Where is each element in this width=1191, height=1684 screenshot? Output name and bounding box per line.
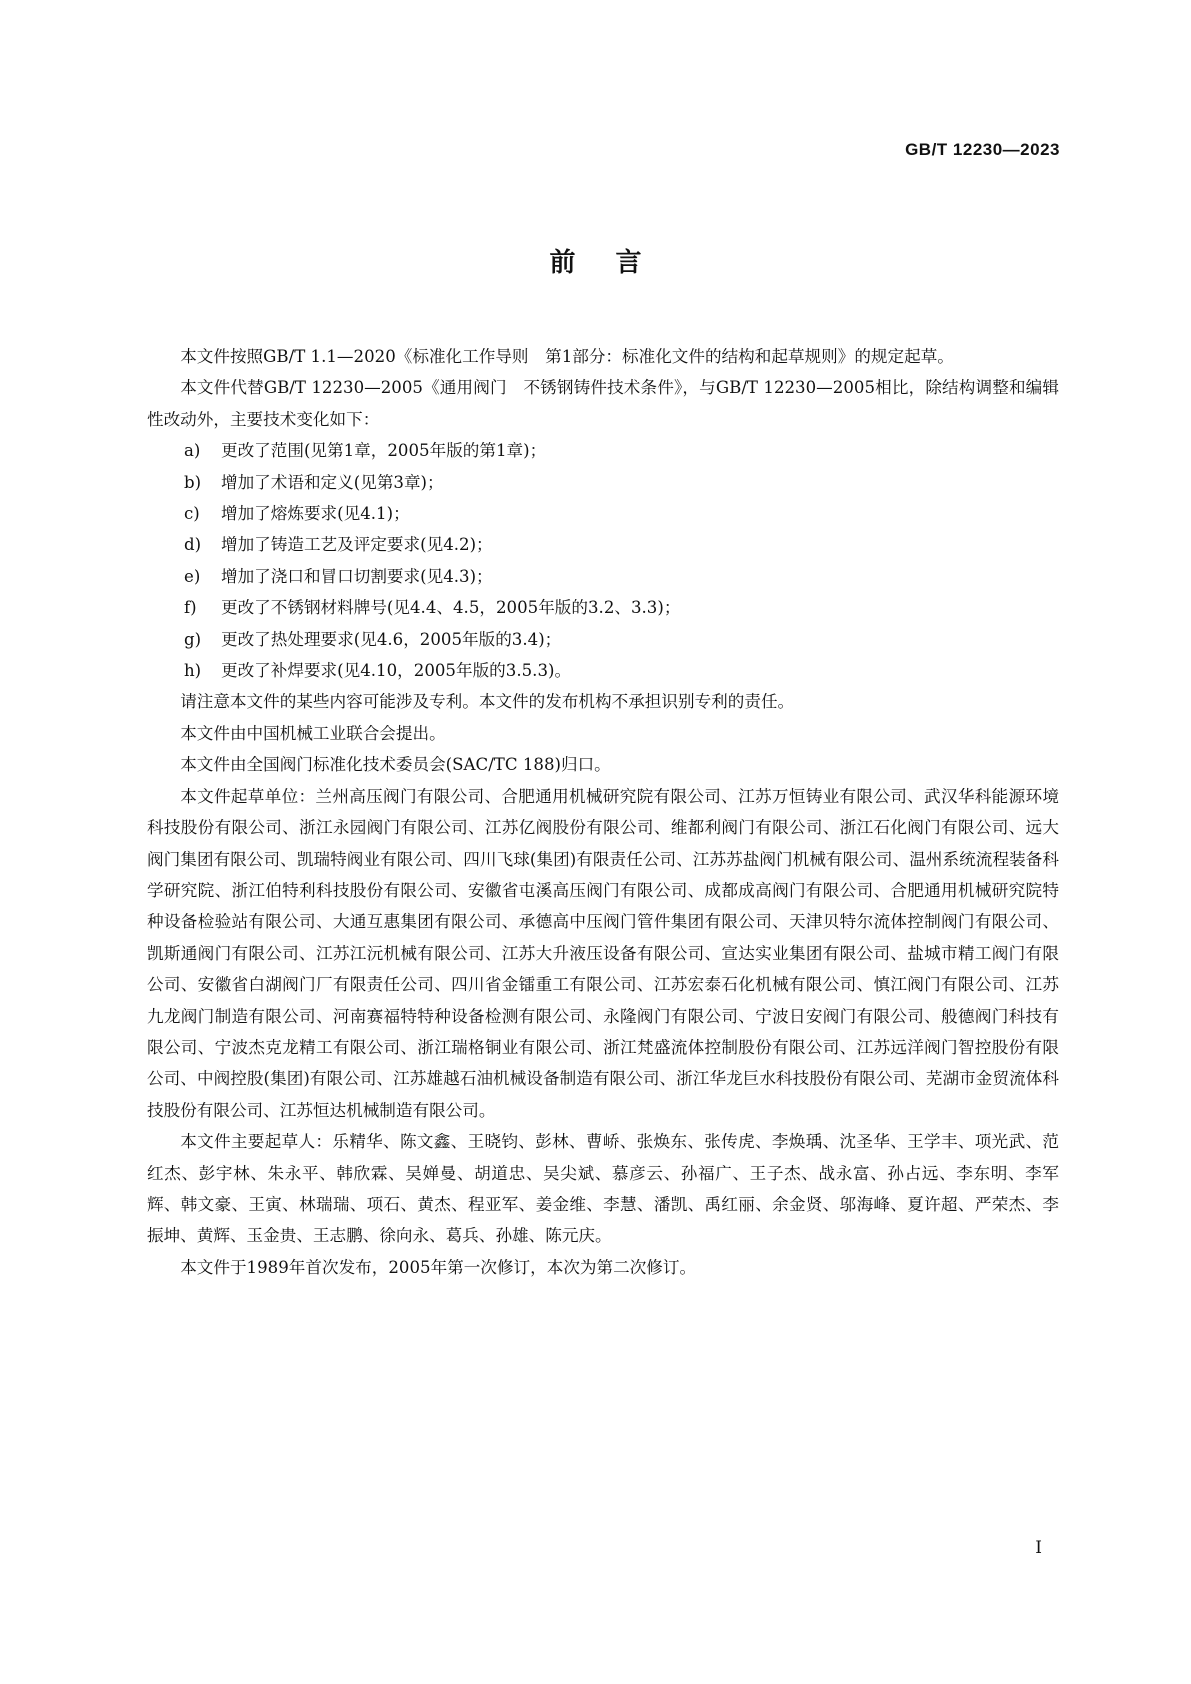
list-item-text: 增加了术语和定义(见第3章)；: [221, 472, 444, 492]
list-item-text: 增加了熔炼要求(见4.1)；: [221, 504, 410, 524]
foreword-body: [147, 341, 1059, 1283]
paragraph-drafting-units: 本文件起草单位：兰州高压阀门有限公司、合肥通用机械研究院有限公司、江苏万恒铸业有限公司、武汉华科能源环境科技股份有限公司、浙江永园阀门有限公司、江苏亿阀股份有限公司、维都利阀门有限公司、浙江石化阀门有限公司、远大阀门集团有限公司、凯瑞特阀业有限公司、四川飞球(集团)有限责任公司、江苏苏盐阀门机械有限公司、温州系统流程装备科学研究院、浙江伯特利科技股份有限公司、安徽省屯溪高压阀门有限公司、成都成高阀门有限公司、合肥通用机械研究院特种设备检验站有限公司、大通互惠集团有限公司、承德高中压阀门管件集团有限公司、天津贝特尔流体控制阀门有限公司、凯斯通阀门有限公司、江苏江沅机械有限公司、江苏大升液压设备有限公司、宣达实业集团有限公司、盐城市精工阀门有限公司、安徽省白湖阀门厂有限责任公司、四川省金镭重工有限公司、江苏宏泰石化机械有限公司、慎江阀门有限公司、江苏九龙阀门制造有限公司、河南赛福特特种设备检测有限公司、永隆阀门有限公司、宁波日安阀门有限公司、般德阀门科技有限公司、宁波杰克龙精工有限公司、浙江瑞格铜业有限公司、浙江梵盛流体控制股份有限公司、江苏远洋阀门智控股份有限公司、中阀控股(集团)有限公司、江苏雄越石油机械设备制造有限公司、浙江华龙巨水科技股份有限公司、芜湖市金贸流体科技股份有限公司、江苏恒达机械制造有限公司。: [147, 786, 1059, 1120]
paragraph-drafting-rule: 本文件按照GB/T 1.1—2020《标准化工作导则 第1部分：标准化文件的结构和起草规则》的规定起草。: [180, 347, 954, 366]
list-marker: d): [184, 535, 202, 555]
list-item: [147, 655, 1059, 686]
list-marker: f): [184, 598, 197, 618]
standard-code: GB/T 12230—2023: [905, 140, 1060, 159]
list-item-text: 更改了范围(见第1章，2005年版的第1章)；: [221, 441, 547, 461]
paragraph-drafters: 本文件主要起草人：乐精华、陈文鑫、王晓钧、彭林、曹峤、张焕东、张传虎、李焕瑀、沈圣华、王学丰、项光武、范红杰、彭宇林、朱永平、韩欣霖、吴婵曼、胡道忠、吴尖斌、慕彦云、孙福广、王子杰、战永富、孙占远、李东明、李军辉、韩文豪、王寅、林瑞瑞、项石、黄杰、程亚军、姜金维、李慧、潘凯、禹红丽、余金贤、邬海峰、夏许超、严荣杰、李振坤、黄辉、玉金贵、王志鹏、徐向永、葛兵、孙雄、陈元庆。: [147, 1132, 1059, 1246]
list-marker: g): [184, 629, 202, 649]
page-number: I: [1035, 1538, 1042, 1558]
list-item-text: 增加了铸造工艺及评定要求(见4.2)；: [221, 535, 493, 555]
paragraph-centralized-by: 本文件由全国阀门标准化技术委员会(SAC/TC 188)归口。: [180, 755, 611, 775]
list-item: [147, 561, 1059, 592]
list-item-text: 更改了补焊要求(见4.10，2005年版的3.5.3)。: [221, 661, 572, 681]
page-title: 前言: [549, 248, 682, 278]
paragraph-proposed-by: 本文件由中国机械工业联合会提出。: [180, 723, 446, 743]
list-marker: b): [184, 472, 202, 492]
list-marker: h): [184, 661, 202, 681]
list-item-text: 更改了热处理要求(见4.6，2005年版的3.4)；: [221, 629, 562, 649]
list-item: [147, 435, 1059, 466]
list-item-text: 增加了浇口和冒口切割要求(见4.3)；: [221, 566, 493, 586]
list-item: [147, 624, 1059, 655]
paragraph-replacement: 本文件代替GB/T 12230—2005《通用阀门 不锈钢铸件技术条件》，与GB/T 12230—2005相比，除结构调整和编辑性改动外，主要技术变化如下：: [147, 378, 1059, 429]
list-marker: c): [184, 504, 200, 524]
paragraph-patent-notice: 请注意本文件的某些内容可能涉及专利。本文件的发布机构不承担识别专利的责任。: [180, 692, 795, 712]
list-item-text: 更改了不锈钢材料牌号(见4.4、4.5，2005年版的3.2、3.3)；: [221, 598, 681, 618]
list-item: [147, 592, 1059, 623]
list-item: [147, 529, 1059, 560]
list-item: [147, 498, 1059, 529]
list-marker: a): [184, 441, 201, 461]
list-marker: e): [184, 566, 201, 586]
paragraph-history: 本文件于1989年首次发布，2005年第一次修订，本次为第二次修订。: [180, 1257, 697, 1277]
list-item: [147, 467, 1059, 498]
